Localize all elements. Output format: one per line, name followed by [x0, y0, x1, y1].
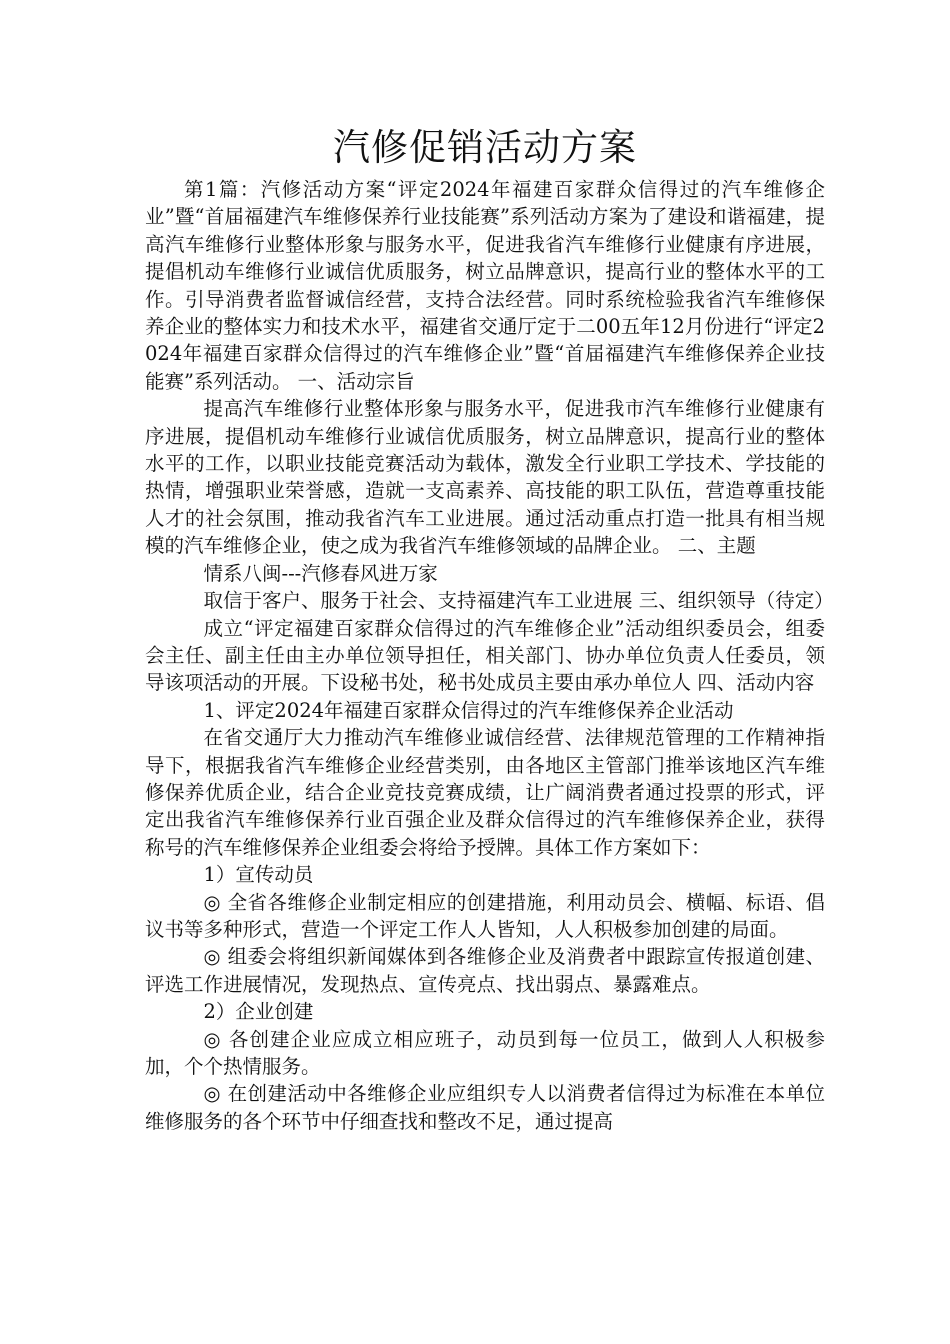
paragraph-creation-2: ◎ 在创建活动中各维修企业应组织专人以消费者信得过为标准在本单位维修服务的各个环节中仔细查找和整改不足，通过提高: [145, 1082, 825, 1133]
paragraph-activity-heading: 1、评定2024年福建百家群众信得过的汽车维修保养企业活动: [203, 698, 734, 722]
paragraph-theme: 情系八闽---汽修春风进万家: [203, 561, 438, 585]
paragraph-purpose: 提高汽车维修行业整体形象与服务水平，促进我市汽车维修行业健康有序进展，提倡机动车维修行业诚信优质服务，树立品牌意识，提高行业的整体水平的工作，以职业技能竞赛活动为载体，激发全行业职工学技术、学技能的热情，增强职业荣誉感，造就一支高素养、高技能的职工队伍，营造尊重技能人才的社会氛围，推动我省汽车工业进展。通过活动重点打造一批具有相当规模的汽车维修企业，使之成为我省汽车维修领域的品牌企业。 二、主题: [145, 397, 825, 558]
paragraph-publicity-1: ◎ 全省各维修企业制定相应的创建措施，利用动员会、横幅、标语、倡议书等多种形式，营造一个评定工作人人皆知，人人积极参加创建的局面。: [145, 890, 825, 941]
paragraph-slogan: 取信于客户、服务于社会、支持福建汽车工业进展 三、组织领导（待定）: [203, 589, 834, 613]
paragraph-intro: 第1篇：汽修活动方案“评定2024年福建百家群众信得过的汽车维修企业”暨“首届福建汽车维修保养行业技能赛”系列活动方案为了建设和谐福建，提高汽车维修行业整体形象与服务水平，促进我省汽车维修行业健康有序进展，提倡机动车维修行业诚信优质服务，树立品牌意识，提高行业的整体水平的工作。引导消费者监督诚信经营，支持合法经营。同时系统检验我省汽车维修保养企业的整体实力和技术水平，福建省交通厅定于二00五年12月份进行“评定2024年福建百家群众信得过的汽车维修企业”暨“首届福建汽车维修保养企业技能赛”系列活动。 一、活动宗旨: [145, 178, 825, 393]
paragraph-activity-body: 在省交通厅大力推动汽车维修业诚信经营、法律规范管理的工作精神指导下，根据我省汽车维修企业经营类别，由各地区主管部门推举该地区汽车维修保养优质企业，结合企业竞技竞赛成绩，让广阔消费者通过投票的形式，评定出我省汽车维修保养行业百强企业及群众信得过的汽车维修保养企业，获得称号的汽车维修保养企业组委会将给予授牌。具体工作方案如下：: [145, 726, 825, 859]
paragraph-publicity-heading: 1）宣传动员: [203, 863, 314, 887]
document-page: [145, 122, 834, 1135]
paragraph-creation-1: ◎ 各创建企业应成立相应班子，动员到每一位员工，做到人人积极参加，个个热情服务。: [145, 1027, 825, 1078]
paragraph-creation-heading: 2）企业创建: [203, 1000, 314, 1024]
document-title: 汽修促销活动方案: [333, 126, 637, 169]
paragraph-organization: 成立“评定福建百家群众信得过的汽车维修企业”活动组织委员会，组委会主任、副主任由主办单位领导担任，相关部门、协办单位负责人任委员，领导该项活动的开展。下设秘书处，秘书处成员主要由承办单位人 四、活动内容: [145, 616, 825, 695]
paragraph-publicity-2: ◎ 组委会将组织新闻媒体到各维修企业及消费者中跟踪宣传报道创建、评选工作进展情况，发现热点、宣传亮点、找出弱点、暴露难点。: [145, 945, 825, 996]
